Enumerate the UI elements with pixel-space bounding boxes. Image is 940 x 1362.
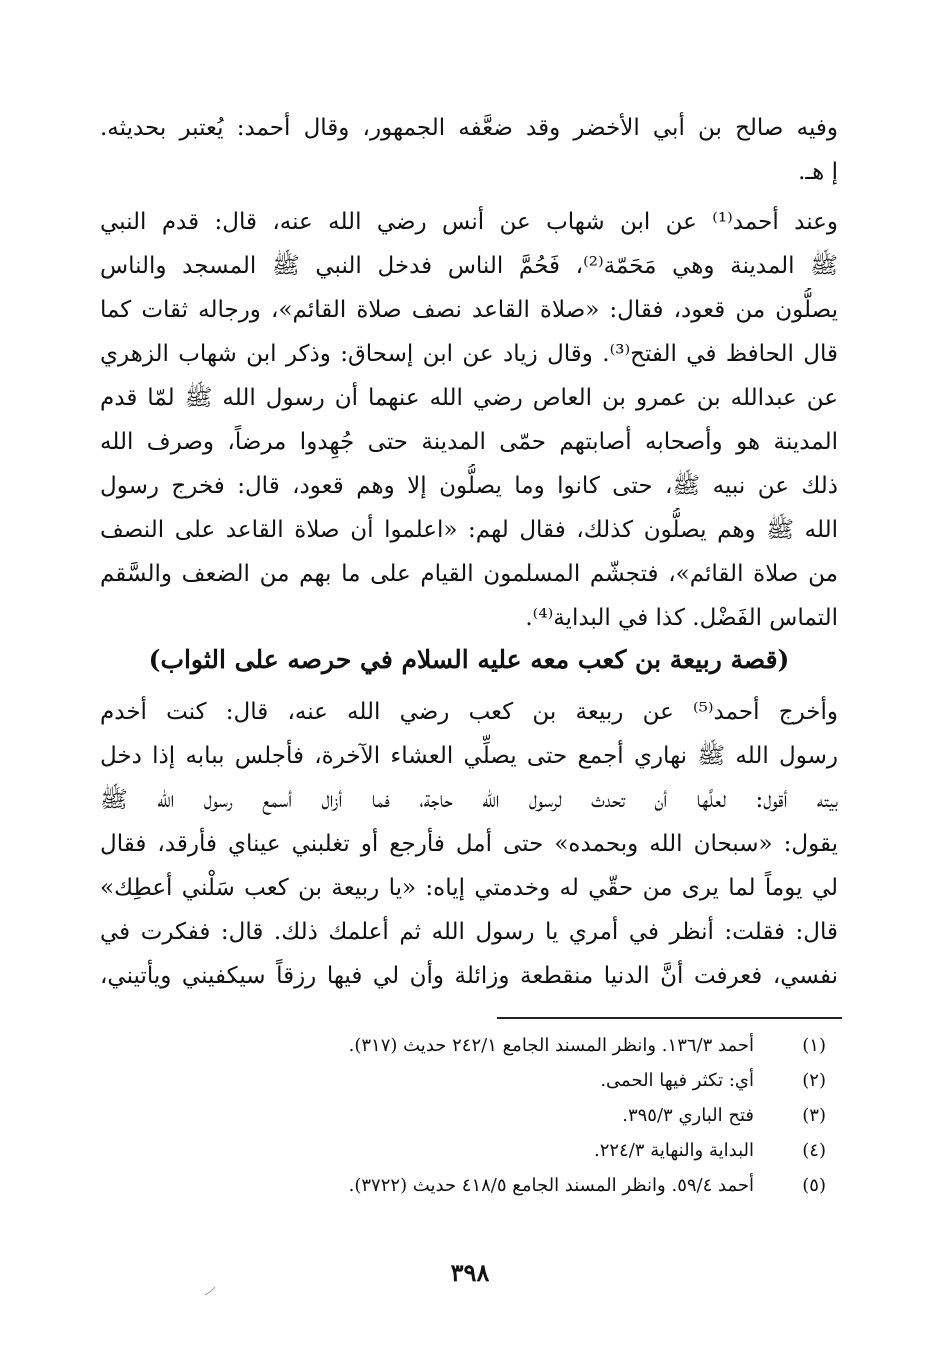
page-number: ٣٩٨ — [450, 1258, 490, 1287]
text-line: بيته أقول: لعلَّها أن تحدث لرسول الله حاجة، فما أزال أسمع رسول الله ﷺ — [100, 787, 838, 813]
text-line: رسول الله ﷺ نهاري أجمع حتى يصلِّي العشاء الآخرة، فأجلس ببابه إذا دخل — [100, 743, 838, 769]
footnote-number: (٣) — [802, 1105, 826, 1126]
footnote-text: البداية والنهاية ٢٢٤/٣. — [593, 1140, 754, 1161]
text-line: وفيه صالح بن أبي الأخضر وقد ضعَّفه الجمهور، وقال أحمد: يُعتبر بحديثه. — [100, 115, 838, 141]
text-line: ﷺ المدينة وهي مَحَمّة⁽²⁾، فَحُمَّ الناس فدخل النبي ﷺ المسجد والناس — [100, 253, 838, 279]
text-line: عن عبدالله بن عمرو بن العاص رضي الله عنهما أن رسول الله ﷺ لمّا قدم — [100, 385, 838, 411]
text-line: من صلاة القائم»، فتجشّم المسلمون القيام على ما بهم من الضعف والسَّقم — [100, 561, 838, 587]
paragraph-2 — [100, 200, 838, 640]
footnote — [266, 1028, 826, 1063]
text-line: يقول: «سبحان الله وبحمده» حتى أمل فأرجع أو تغلبني عيناي فأرقد، فقال — [100, 831, 838, 857]
paragraph-3 — [100, 690, 838, 998]
footnote-separator — [497, 1017, 842, 1019]
text-line: قال الحافظ في الفتح⁽³⁾. وقال زياد عن ابن إسحاق: وذكر ابن شهاب الزهري — [100, 341, 838, 367]
section-heading: (قصة ربيعة بن كعب معه عليه السلام في حرصه على الثواب) — [148, 645, 790, 674]
text-line: المدينة هو وأصحابه أصابتهم حمّى المدينة حتى جُهِدوا مرضاً، وصرف الله — [100, 429, 838, 455]
text-line: نفسي، فعرفت أنَّ الدنيا منقطعة وزائلة وأن لي فيها رزقاً سيكفيني ويأتيني، — [100, 963, 838, 989]
footnote-text: أحمد ١٣٦/٣. وانظر المسند الجامع ٢٤٢/١ حديث (٣١٧). — [348, 1035, 754, 1056]
text-line: لي يوماً لما يرى من حقّي له وخدمتي إياه: «يا ربيعة بن كعب سَلْني أعطِك» — [100, 875, 838, 901]
footnote — [266, 1133, 826, 1168]
footnote-number: (٤) — [802, 1140, 826, 1161]
text-line: إ هـ. — [798, 159, 838, 185]
text-line: وعند أحمد⁽¹⁾ عن ابن شهاب عن أنس رضي الله عنه، قال: قدم النبي — [100, 209, 838, 235]
text-line: ذلك عن نبيه ﷺ، حتى كانوا وما يصلُّون إلا وهم قعود، قال: فخرج رسول — [100, 473, 838, 499]
footnote-number: (٢) — [802, 1070, 826, 1091]
footnote-text: أي: تكثر فيها الحمى. — [600, 1070, 754, 1091]
footnote-number: (١) — [802, 1035, 826, 1056]
text-line: الله ﷺ وهم يصلُّون كذلك، فقال لهم: «اعلموا أن صلاة القاعد على النصف — [100, 517, 838, 543]
footnote-number: (٥) — [802, 1175, 826, 1196]
paragraph-1 — [100, 106, 838, 194]
text-line: التماس الفَضْل. كذا في البداية⁽⁴⁾. — [525, 605, 838, 631]
text-line: قال: فقلت: أنظر في أمري يا رسول الله ثم أعلمك ذلك. قال: ففكرت في — [100, 919, 838, 945]
footnote — [266, 1168, 826, 1203]
text-line: وأخرج أحمد⁽⁵⁾ عن ربيعة بن كعب رضي الله عنه، قال: كنت أخدم — [100, 699, 838, 725]
footnotes — [266, 1028, 826, 1203]
scan-speck — [203, 1284, 217, 1298]
footnote-text: أحمد ٥٩/٤. وانظر المسند الجامع ٤١٨/٥ حديث (٣٧٢٢). — [348, 1175, 754, 1196]
footnote — [266, 1098, 826, 1133]
footnote-text: فتح الباري ٣٩٥/٣. — [622, 1105, 754, 1126]
footnote — [266, 1063, 826, 1098]
text-line: يصلُّون من قعود، فقال: «صلاة القاعد نصف صلاة القائم»، ورجاله ثقات كما — [100, 297, 838, 323]
